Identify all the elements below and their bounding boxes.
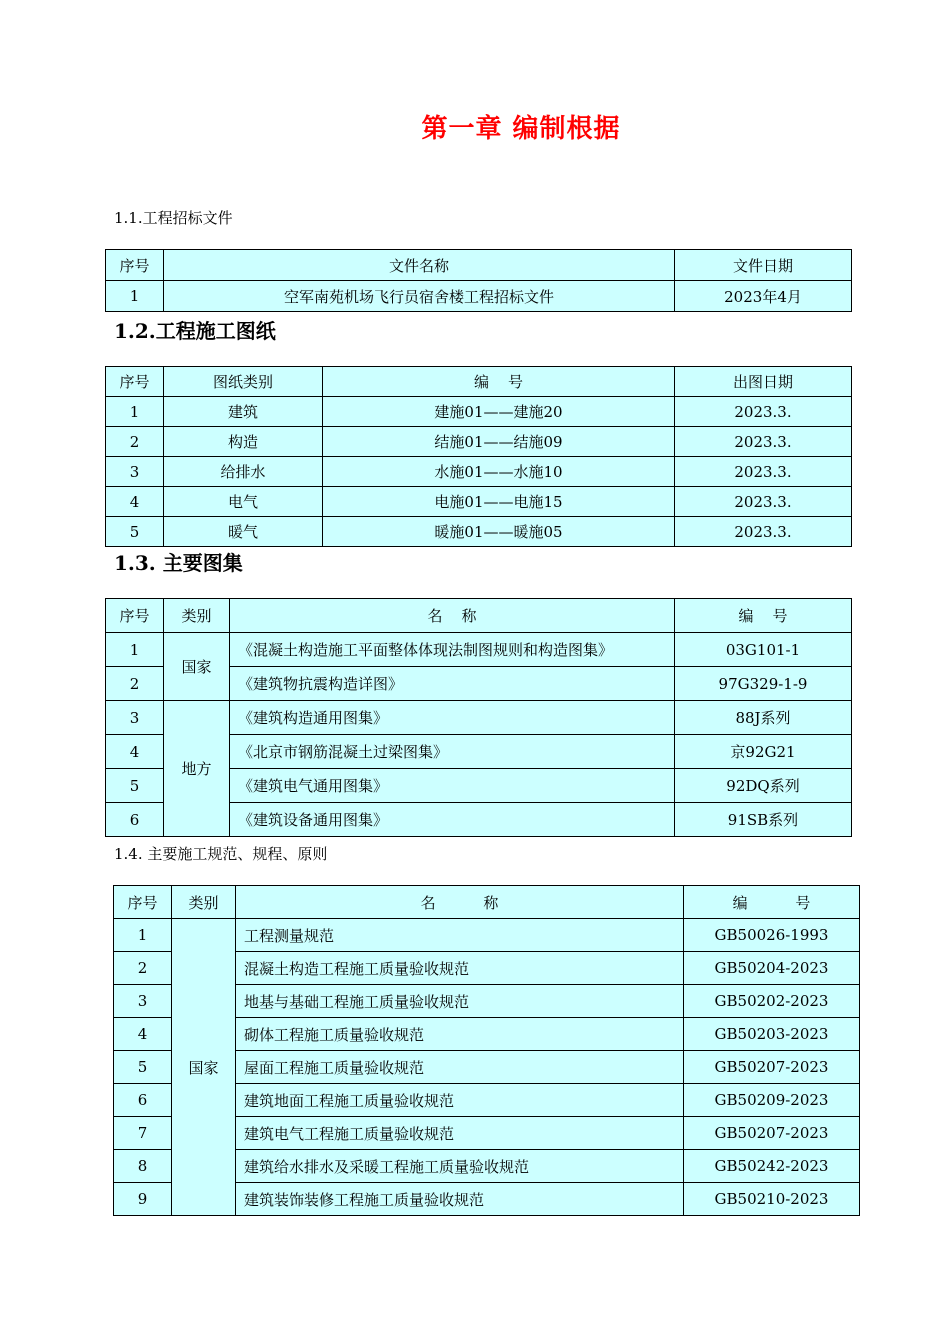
table-cell: 电施01——电施15: [323, 487, 675, 517]
header-cell: 类别: [172, 886, 236, 919]
table-cell: 《建筑构造通用图集》: [230, 701, 675, 735]
header-cell: 编 号: [684, 886, 860, 919]
header-cell: 序号: [106, 599, 164, 633]
table-cell: 1: [106, 633, 164, 667]
table-cell: 给排水: [164, 457, 323, 487]
table-cell: 2023.3.: [675, 427, 852, 457]
table-cell: 地基与基础工程施工质量验收规范: [236, 985, 684, 1018]
table-cell: 暖施01——暖施05: [323, 517, 675, 547]
bidding-documents-table: [105, 249, 852, 312]
section-1-4-heading: 1.4. 主要施工规范、规程、原则: [114, 845, 328, 863]
header-cell: 文件名称: [164, 250, 675, 281]
table-cell: 2023.3.: [675, 487, 852, 517]
header-cell: 图纸类别: [164, 367, 323, 397]
table-cell: 2023.3.: [675, 517, 852, 547]
table-cell: GB50026-1993: [684, 919, 860, 952]
table-header-row: [106, 599, 852, 633]
table-row: [114, 919, 860, 952]
table-cell: GB50203-2023: [684, 1018, 860, 1051]
table-row: [106, 517, 852, 547]
table-cell: 7: [114, 1117, 172, 1150]
table-cell: 97G329-1-9: [675, 667, 852, 701]
table-cell: GB50207-2023: [684, 1117, 860, 1150]
header-cell: 编 号: [675, 599, 852, 633]
header-cell: 名 称: [236, 886, 684, 919]
section-1-2-heading: 1.2.工程施工图纸: [114, 319, 276, 343]
table-row: [106, 427, 852, 457]
header-cell: 序号: [114, 886, 172, 919]
table-cell: 建施01——建施20: [323, 397, 675, 427]
table-cell: 暖气: [164, 517, 323, 547]
category-cell: 国家: [164, 633, 230, 701]
table-cell: GB50207-2023: [684, 1051, 860, 1084]
category-cell: 地方: [164, 701, 230, 837]
section-1-1-heading: 1.1.工程招标文件: [114, 209, 233, 227]
table-cell: 《建筑设备通用图集》: [230, 803, 675, 837]
table-cell: 砌体工程施工质量验收规范: [236, 1018, 684, 1051]
header-cell: 类别: [164, 599, 230, 633]
table-cell: 1: [106, 397, 164, 427]
table-cell: 4: [106, 487, 164, 517]
header-cell: 出图日期: [675, 367, 852, 397]
table-cell: 5: [114, 1051, 172, 1084]
table-cell: 2: [106, 667, 164, 701]
table-cell: 结施01——结施09: [323, 427, 675, 457]
table-cell: 建筑装饰装修工程施工质量验收规范: [236, 1183, 684, 1216]
table-header-row: [106, 367, 852, 397]
table-cell: 3: [114, 985, 172, 1018]
table-cell: 水施01——水施10: [323, 457, 675, 487]
table-cell: 2023.3.: [675, 397, 852, 427]
table-cell: 工程测量规范: [236, 919, 684, 952]
header-cell: 编 号: [323, 367, 675, 397]
table-cell: 3: [106, 457, 164, 487]
table-cell: 8: [114, 1150, 172, 1183]
table-cell: 《北京市钢筋混凝土过梁图集》: [230, 735, 675, 769]
table-cell: 建筑: [164, 397, 323, 427]
table-cell: GB50202-2023: [684, 985, 860, 1018]
table-cell: 92DQ系列: [675, 769, 852, 803]
header-cell: 文件日期: [675, 250, 852, 281]
table-cell: 建筑给水排水及采暖工程施工质量验收规范: [236, 1150, 684, 1183]
table-cell: GB50209-2023: [684, 1084, 860, 1117]
table-cell: 6: [106, 803, 164, 837]
table-cell: 混凝土构造工程施工质量验收规范: [236, 952, 684, 985]
category-cell: 国家: [172, 919, 236, 1216]
table-cell: 1: [106, 281, 164, 312]
table-cell: 《混凝土构造施工平面整体体现法制图规则和构造图集》: [230, 633, 675, 667]
header-cell: 序号: [106, 250, 164, 281]
table-row: [106, 281, 852, 312]
table-cell: 5: [106, 769, 164, 803]
standards-table: [113, 885, 860, 1216]
table-header-row: [114, 886, 860, 919]
table-cell: 2023.3.: [675, 457, 852, 487]
table-cell: 88J系列: [675, 701, 852, 735]
table-cell: 建筑电气工程施工质量验收规范: [236, 1117, 684, 1150]
table-cell: 91SB系列: [675, 803, 852, 837]
table-cell: 建筑地面工程施工质量验收规范: [236, 1084, 684, 1117]
table-cell: 2: [114, 952, 172, 985]
table-cell: 《建筑物抗震构造详图》: [230, 667, 675, 701]
table-cell: 《建筑电气通用图集》: [230, 769, 675, 803]
table-cell: 屋面工程施工质量验收规范: [236, 1051, 684, 1084]
header-cell: 名 称: [230, 599, 675, 633]
table-cell: 3: [106, 701, 164, 735]
header-cell: 序号: [106, 367, 164, 397]
table-cell: 03G101-1: [675, 633, 852, 667]
table-cell: 5: [106, 517, 164, 547]
table-cell: GB50210-2023: [684, 1183, 860, 1216]
table-cell: 2023年4月: [675, 281, 852, 312]
table-cell: 4: [106, 735, 164, 769]
table-cell: 2: [106, 427, 164, 457]
table-header-row: [106, 250, 852, 281]
table-cell: 9: [114, 1183, 172, 1216]
table-cell: 4: [114, 1018, 172, 1051]
table-row: [106, 397, 852, 427]
table-row: [106, 457, 852, 487]
atlas-table: [105, 598, 852, 837]
table-row: [106, 633, 852, 667]
table-row: [106, 487, 852, 517]
table-cell: GB50242-2023: [684, 1150, 860, 1183]
table-cell: 京92G21: [675, 735, 852, 769]
chapter-title: 第一章 编制根据: [421, 114, 621, 144]
section-1-3-heading: 1.3. 主要图集: [114, 551, 243, 575]
table-cell: 构造: [164, 427, 323, 457]
drawings-table: [105, 366, 852, 547]
table-cell: 6: [114, 1084, 172, 1117]
table-cell: 1: [114, 919, 172, 952]
table-cell: 空军南苑机场飞行员宿舍楼工程招标文件: [164, 281, 675, 312]
table-row: [106, 701, 852, 735]
table-cell: 电气: [164, 487, 323, 517]
table-cell: GB50204-2023: [684, 952, 860, 985]
